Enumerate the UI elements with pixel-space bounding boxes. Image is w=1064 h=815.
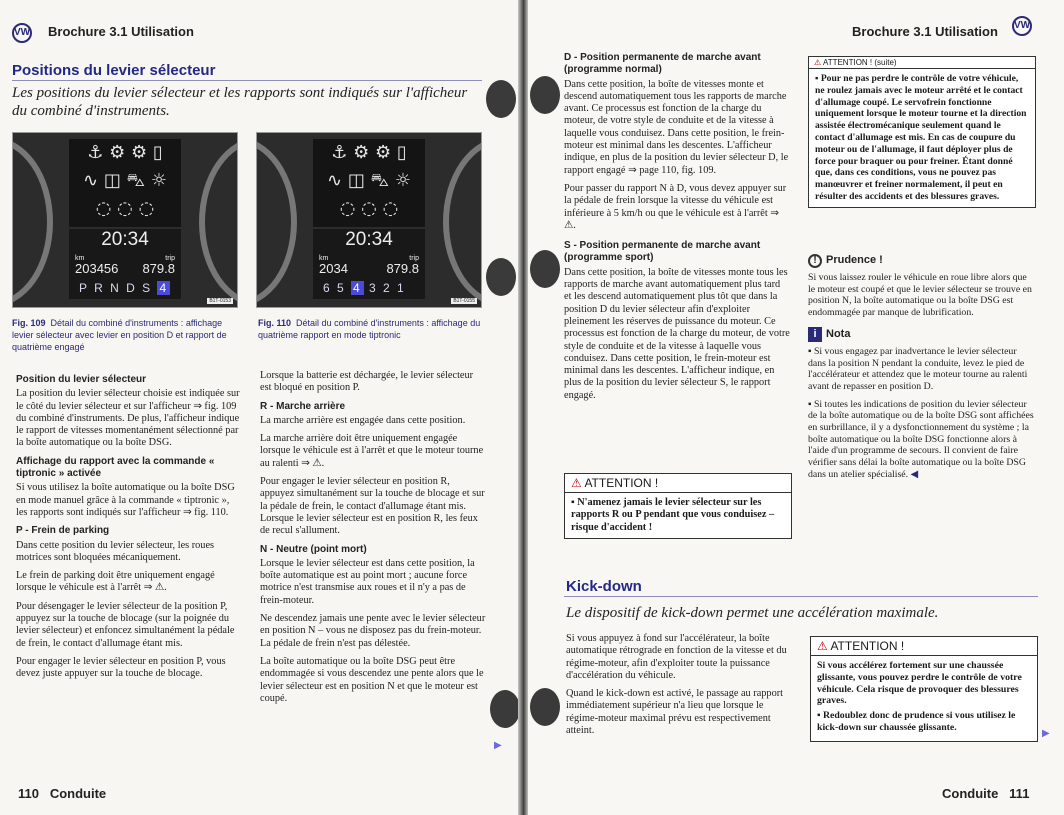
page-number: 110 xyxy=(18,786,39,801)
km-label: km xyxy=(319,255,329,262)
paragraph: La marche arrière doit être uniquement engagée lorsque le véhicule est à l'arrêt et que le moteur tourne au ralenti ⇒ ⚠. xyxy=(260,433,484,469)
figure-110 xyxy=(256,132,482,308)
attention-header xyxy=(809,57,1035,69)
note-text: Si toutes les indications de position du levier sélecteur de la boîte automatique ou de la boîte DSG sont affichées en surbrillance, il y a dysfonctionnement du système ; la boîte automatique ou la boîte DSG fonctionne alors à l'aide d'un programme de secours. Il convient de faire vérifier sans délai la boîte automatique ou la boîte DSG dans un atelier spécialisé. xyxy=(808,398,1034,480)
gauge-right xyxy=(199,137,238,307)
notes-column xyxy=(808,254,1036,487)
paragraph: Si vous appuyez à fond sur l'accélérateur, la boîte automatique rétrograde en fonction de la vitesse et du régime-moteur, afin d'exploiter toute la puissance d'accélération du véhicule. xyxy=(566,633,787,681)
caption-109 xyxy=(12,317,238,353)
attention-box-1 xyxy=(564,473,792,539)
clock-time: 20:34 xyxy=(101,229,149,250)
attention-title: ATTENTION ! (suite) xyxy=(822,58,897,67)
attention-title: ATTENTION ! xyxy=(830,639,905,653)
footer-left xyxy=(18,786,106,801)
caption-text: Détail du combiné d'instruments : affichage levier sélecteur avec levier en position D et rapport de quatrième engagé xyxy=(12,318,227,352)
display-109 xyxy=(69,229,181,299)
paragraph: Pour engager le levier sélecteur en position P, vous devez juste appuyer sur la touche de blocage. xyxy=(16,655,226,680)
page-shadow xyxy=(490,690,518,728)
note-heading xyxy=(808,327,1036,342)
attention-text: Pour ne pas perdre le contrôle de votre véhicule, ne roulez jamais avec le moteur arrêté et le contact d'allumage coupé. Le servofrein fonctionne uniquement lorsque le moteur tourne et la direction assistée électromécanique seulement quand le contact d'allumage est mis. En cas de coupure du moteur ou de l'allumage, il faut déployer plus de force pour braquer ou pour freiner. Étant donné que, dans ces conditions, vous ne pouvez pas manœuvrer et freiner normalement, il peut en résulter des accidents et des blessures graves. xyxy=(815,73,1027,202)
paragraph: Dans cette position du levier sélecteur, les roues motrices sont bloquées mécaniquement. xyxy=(16,539,215,563)
attention-title: ATTENTION ! xyxy=(584,476,659,490)
note-text: Si vous engagez par inadvertance le levier sélecteur dans la position N pendant la conduite, levez le pied de l'accélérateur et attendez que le moteur tourne au ralenti avant de repasser en position D. xyxy=(808,345,1028,392)
attention-box-2 xyxy=(810,636,1038,742)
section-title: Positions du levier sélecteur xyxy=(12,62,216,79)
page-shadow xyxy=(486,258,516,296)
info-icon: i xyxy=(808,327,822,342)
end-marker-icon: ◀ xyxy=(908,468,919,480)
page-shadow xyxy=(530,688,560,726)
attention-text: Si vous accélérez fortement sur une chaussée glissante, vous pouvez perdre le contrôle de votre véhicule. Cela risque de provoquer des blessures graves. xyxy=(817,660,1022,707)
caption-number: Fig. 110 xyxy=(258,318,292,328)
text-column-3 xyxy=(564,52,790,408)
heading-reverse: R - Marche arrière xyxy=(260,400,346,412)
gauge-right xyxy=(443,137,482,307)
paragraph: Si vous laissez rouler le véhicule en roue libre alors que le moteur est coupé et que le levier sélecteur se trouve en position N, la boîte automatique ou la boîte DSG est endommagée par manque de lubrification. xyxy=(808,272,1032,319)
heading-tiptronic: Affichage du rapport avec la commande « tiptronic » activée xyxy=(16,455,215,480)
paragraph: Pour passer du rapport N à D, vous devez appuyer sur la pédale de frein lorsque la vitesse du véhicule est inférieure à 5 km/h ou que le véhicule est à l'arrêt ⇒ ⚠. xyxy=(564,182,787,231)
page-shadow xyxy=(530,250,560,288)
warning-lamps-icon: ∿ ◫ ⛍ ☼ xyxy=(327,170,411,191)
caption-number: Fig. 109 xyxy=(12,318,46,328)
clock-time: 20:34 xyxy=(345,229,393,250)
attention-text: N'amenez jamais le levier sélecteur sur les rapports R ou P pendant que vous conduisez – risque d'accident ! xyxy=(571,497,775,533)
warning-triangle-icon: ⚠ xyxy=(571,476,582,490)
heading-park: P - Frein de parking xyxy=(16,525,110,537)
paragraph: La marche arrière est engagée dans cette position. xyxy=(260,414,466,426)
paragraph: Pour engager le levier sélecteur en position R, appuyez simultanément sur la touche de blocage et sur la pédale de frein, le contact d'allumage étant mis. Lorsque le levier sélecteur est en position R, les feux de recul s'allument. xyxy=(260,476,485,537)
caption-110 xyxy=(258,317,484,341)
heading-sport: S - Position permanente de marche avant (programme sport) xyxy=(564,240,761,264)
footer-section: Conduite xyxy=(49,786,107,801)
km-label: km xyxy=(75,255,85,262)
heading-position: Position du levier sélecteur xyxy=(16,374,147,385)
warning-lamps-icon: ◌ ◌ ◌ xyxy=(339,198,399,219)
attention-header xyxy=(811,637,1037,656)
page-header-left: Brochure 3.1 Utilisation xyxy=(48,24,194,39)
kickdown-title: Kick-down xyxy=(566,578,642,595)
gauge-left xyxy=(12,137,53,307)
warning-triangle-icon: ⚠ xyxy=(814,58,822,67)
text-column-2 xyxy=(260,370,486,711)
odometer: 2034 xyxy=(319,261,348,276)
gear-current: 4 xyxy=(353,281,362,295)
paragraph: ▪ Si toutes les indications de position du levier sélecteur de la boîte automatique ou de la boîte DSG sont affichées en surbrillance, il y a dysfonctionnement du système ; la boîte automatique ou la boîte DSG fonctionne alors à l'aide d'un programme de secours. Il convient de faire vérifier sans délai la boîte automatique ou la boîte DSG dans un atelier spécialisé. ◀ xyxy=(808,398,1034,480)
section-rule xyxy=(12,80,482,81)
paragraph: Le frein de parking doit être uniquement engagé lorsque le véhicule est à l'arrêt ⇒ ⚠. xyxy=(16,570,215,594)
trip-label: trip xyxy=(165,255,175,262)
prudence-title: Prudence ! xyxy=(826,254,883,266)
paragraph: Pour désengager le levier sélecteur de la position P, appuyez sur la touche de blocage (sur la poignée du levier sélecteur) et enfoncez simultanément la pédale de frein, le contact d'allumage étant mis. xyxy=(16,600,235,649)
warning-lamps-panel xyxy=(313,139,425,227)
paragraph: Si vous utilisez la boîte automatique ou la boîte DSG en mode manuel grâce à la commande « tiptronic », les rapports sont indiqués sur l'afficheur ⇒ fig. 110. xyxy=(16,482,235,518)
display-110 xyxy=(313,229,425,299)
gear-indicator xyxy=(323,281,406,295)
gear-higher: 6 5 xyxy=(323,281,352,295)
attention-header xyxy=(565,474,791,493)
page-shadow xyxy=(486,80,516,118)
gear-lower: 3 2 1 xyxy=(363,281,406,295)
note-title: Nota xyxy=(826,327,851,340)
paragraph: La boîte automatique ou la boîte DSG peut être endommagée si vous descendez une pente alors que le levier sélecteur est en position N et que le moteur est coupé. xyxy=(260,655,484,704)
gear-current: 4 xyxy=(159,281,169,295)
paragraph: Quand le kick-down est activé, le passage au rapport immédiatement supérieur n'a lieu que lorsque le régime-moteur maximal prévu est respectivement atteint. xyxy=(566,688,784,737)
kickdown-lead: Le dispositif de kick-down permet une accélération maximale. xyxy=(566,605,939,621)
gauge-left xyxy=(256,137,297,307)
right-page xyxy=(528,0,1064,815)
heading-drive: D - Position permanente de marche avant (programme normal) xyxy=(564,52,761,76)
continue-arrow-icon: ▶ xyxy=(1042,728,1050,739)
paragraph: Lorsque le levier sélecteur est dans cette position, la boîte automatique est au point mort ; aucune force motrice n'est transmise aux roues et il n'y a pas de frein-moteur. xyxy=(260,557,475,606)
paragraph: Dans cette position, la boîte de vitesses monte tous les rapports de marche avant automatiquement plus tard et les descend automatiquement plus tôt que dans la position D du levier sélecteur afin d'exploiter pleinement les réserves de puissance du moteur. Ce processus est fonction de la charge du moteur, de votre style de conduite et de la vitesse à laquelle vous conduisez. Dans cette position, le frein-moteur est minimal dans les descentes. L'afficheur indique, en plus de la position du levier sélecteur S, le rapport engagé. xyxy=(564,266,790,401)
caution-icon: ! xyxy=(808,254,822,268)
figure-109 xyxy=(12,132,238,308)
section-lead: Les positions du levier sélecteur et les rapports sont indiqués sur l'afficheur du combiné d'instruments. xyxy=(12,85,468,119)
paragraph: ▪ Si vous engagez par inadvertance le levier sélecteur dans la position N pendant la conduite, levez le pied de l'accélérateur et attendez que le moteur tourne au ralenti avant de repasser en position D. xyxy=(808,345,1028,392)
attention-body: ▪ N'amenez jamais le levier sélecteur sur les rapports R ou P pendant que vous conduisez – risque d'accident ! xyxy=(571,497,775,533)
warning-lamps-icon: ◌ ◌ ◌ xyxy=(95,198,155,219)
paragraph: Ne descendez jamais une pente avec le levier sélecteur en position N – vous ne disposez pas du frein-moteur. La pédale de frein n'est pas délestée. xyxy=(260,613,486,649)
attention-body: ▪ Pour ne pas perdre le contrôle de votre véhicule, ne roulez jamais avec le moteur arrêté et le contact d'allumage coupé. Le servofrein fonctionne uniquement lorsque le moteur tourne et la direction assistée électromécanique seulement quand le contact d'allumage est mis. En cas de coupure du moteur ou de l'allumage, il faut déployer plus de force pour braquer ou pour freiner. Étant donné que, dans ces conditions, vous ne pouvez pas manœuvrer et freiner normalement, il peut en résulter des accidents et des blessures graves. xyxy=(815,73,1027,202)
prudence-heading xyxy=(808,254,1036,268)
kickdown-text xyxy=(566,633,792,743)
trip-meter: 879.8 xyxy=(142,261,175,276)
paragraph: Lorsque la batterie est déchargée, le levier sélecteur est bloqué en position P. xyxy=(260,370,474,394)
vw-logo-icon: VW xyxy=(12,23,32,43)
page-number: 111 xyxy=(1009,786,1030,801)
trip-meter: 879.8 xyxy=(386,261,419,276)
caption-text: Détail du combiné d'instruments : affichage du quatrième rapport en mode tiptronic xyxy=(258,318,481,340)
footer-right xyxy=(942,786,1029,801)
warning-lamps-icon: ⚓ ⚙ ⚙ ▯ xyxy=(87,142,163,163)
trip-label: trip xyxy=(409,255,419,262)
odometer: 203456 xyxy=(75,261,119,276)
figure-id: B1T-0153 xyxy=(209,298,231,304)
vw-logo-icon: VW xyxy=(1012,16,1032,36)
attention-body xyxy=(811,656,1037,741)
paragraph: ▪ Redoublez donc de prudence si vous utilisez le kick-down sur chaussée glissante. xyxy=(817,710,1016,733)
continue-arrow-icon: ▶ xyxy=(494,740,502,751)
paragraph: La position du levier sélecteur choisie est indiquée sur le côté du levier sélecteur et sur l'afficheur ⇒ fig. 109 du combiné d'instruments. De plus, l'afficheur indique le rapport de vitesses momentanément sélectionné par la boîte automatique ou la boîte DSG. xyxy=(16,388,240,449)
text-column-1 xyxy=(16,374,240,687)
gear-positions: P R N D S xyxy=(79,281,153,295)
warning-lamps-panel xyxy=(69,139,181,227)
section-rule xyxy=(564,596,1038,597)
left-page xyxy=(0,0,518,815)
paragraph: Dans cette position, la boîte de vitesses monte et descend automatiquement tous les rapports de marche avant. Ce processus est fonction de la charge du moteur, de votre style de conduite et de la vitesse à laquelle vous conduisez. Dans cette position, le frein-moteur est minimal dans les descentes. L'afficheur indique, en plus de la position du levier sélecteur D, le rapport engagé ⇒ page 110, fig. 109. xyxy=(564,78,789,176)
warning-triangle-icon: ⚠ xyxy=(817,639,828,653)
attention-text: Redoublez donc de prudence si vous utilisez le kick-down sur chaussée glissante. xyxy=(817,710,1016,733)
figure-id: B1T-0155 xyxy=(453,298,475,304)
heading-neutral: N - Neutre (point mort) xyxy=(260,543,367,555)
footer-section: Conduite xyxy=(942,786,999,801)
book-gutter xyxy=(518,0,528,815)
attention-box-continued xyxy=(808,56,1036,208)
page-shadow xyxy=(530,76,560,114)
warning-lamps-icon: ∿ ◫ ⛍ ☼ xyxy=(83,170,167,191)
gear-indicator xyxy=(79,281,170,295)
page-header-right: Brochure 3.1 Utilisation xyxy=(852,24,998,39)
warning-lamps-icon: ⚓ ⚙ ⚙ ▯ xyxy=(331,142,407,163)
